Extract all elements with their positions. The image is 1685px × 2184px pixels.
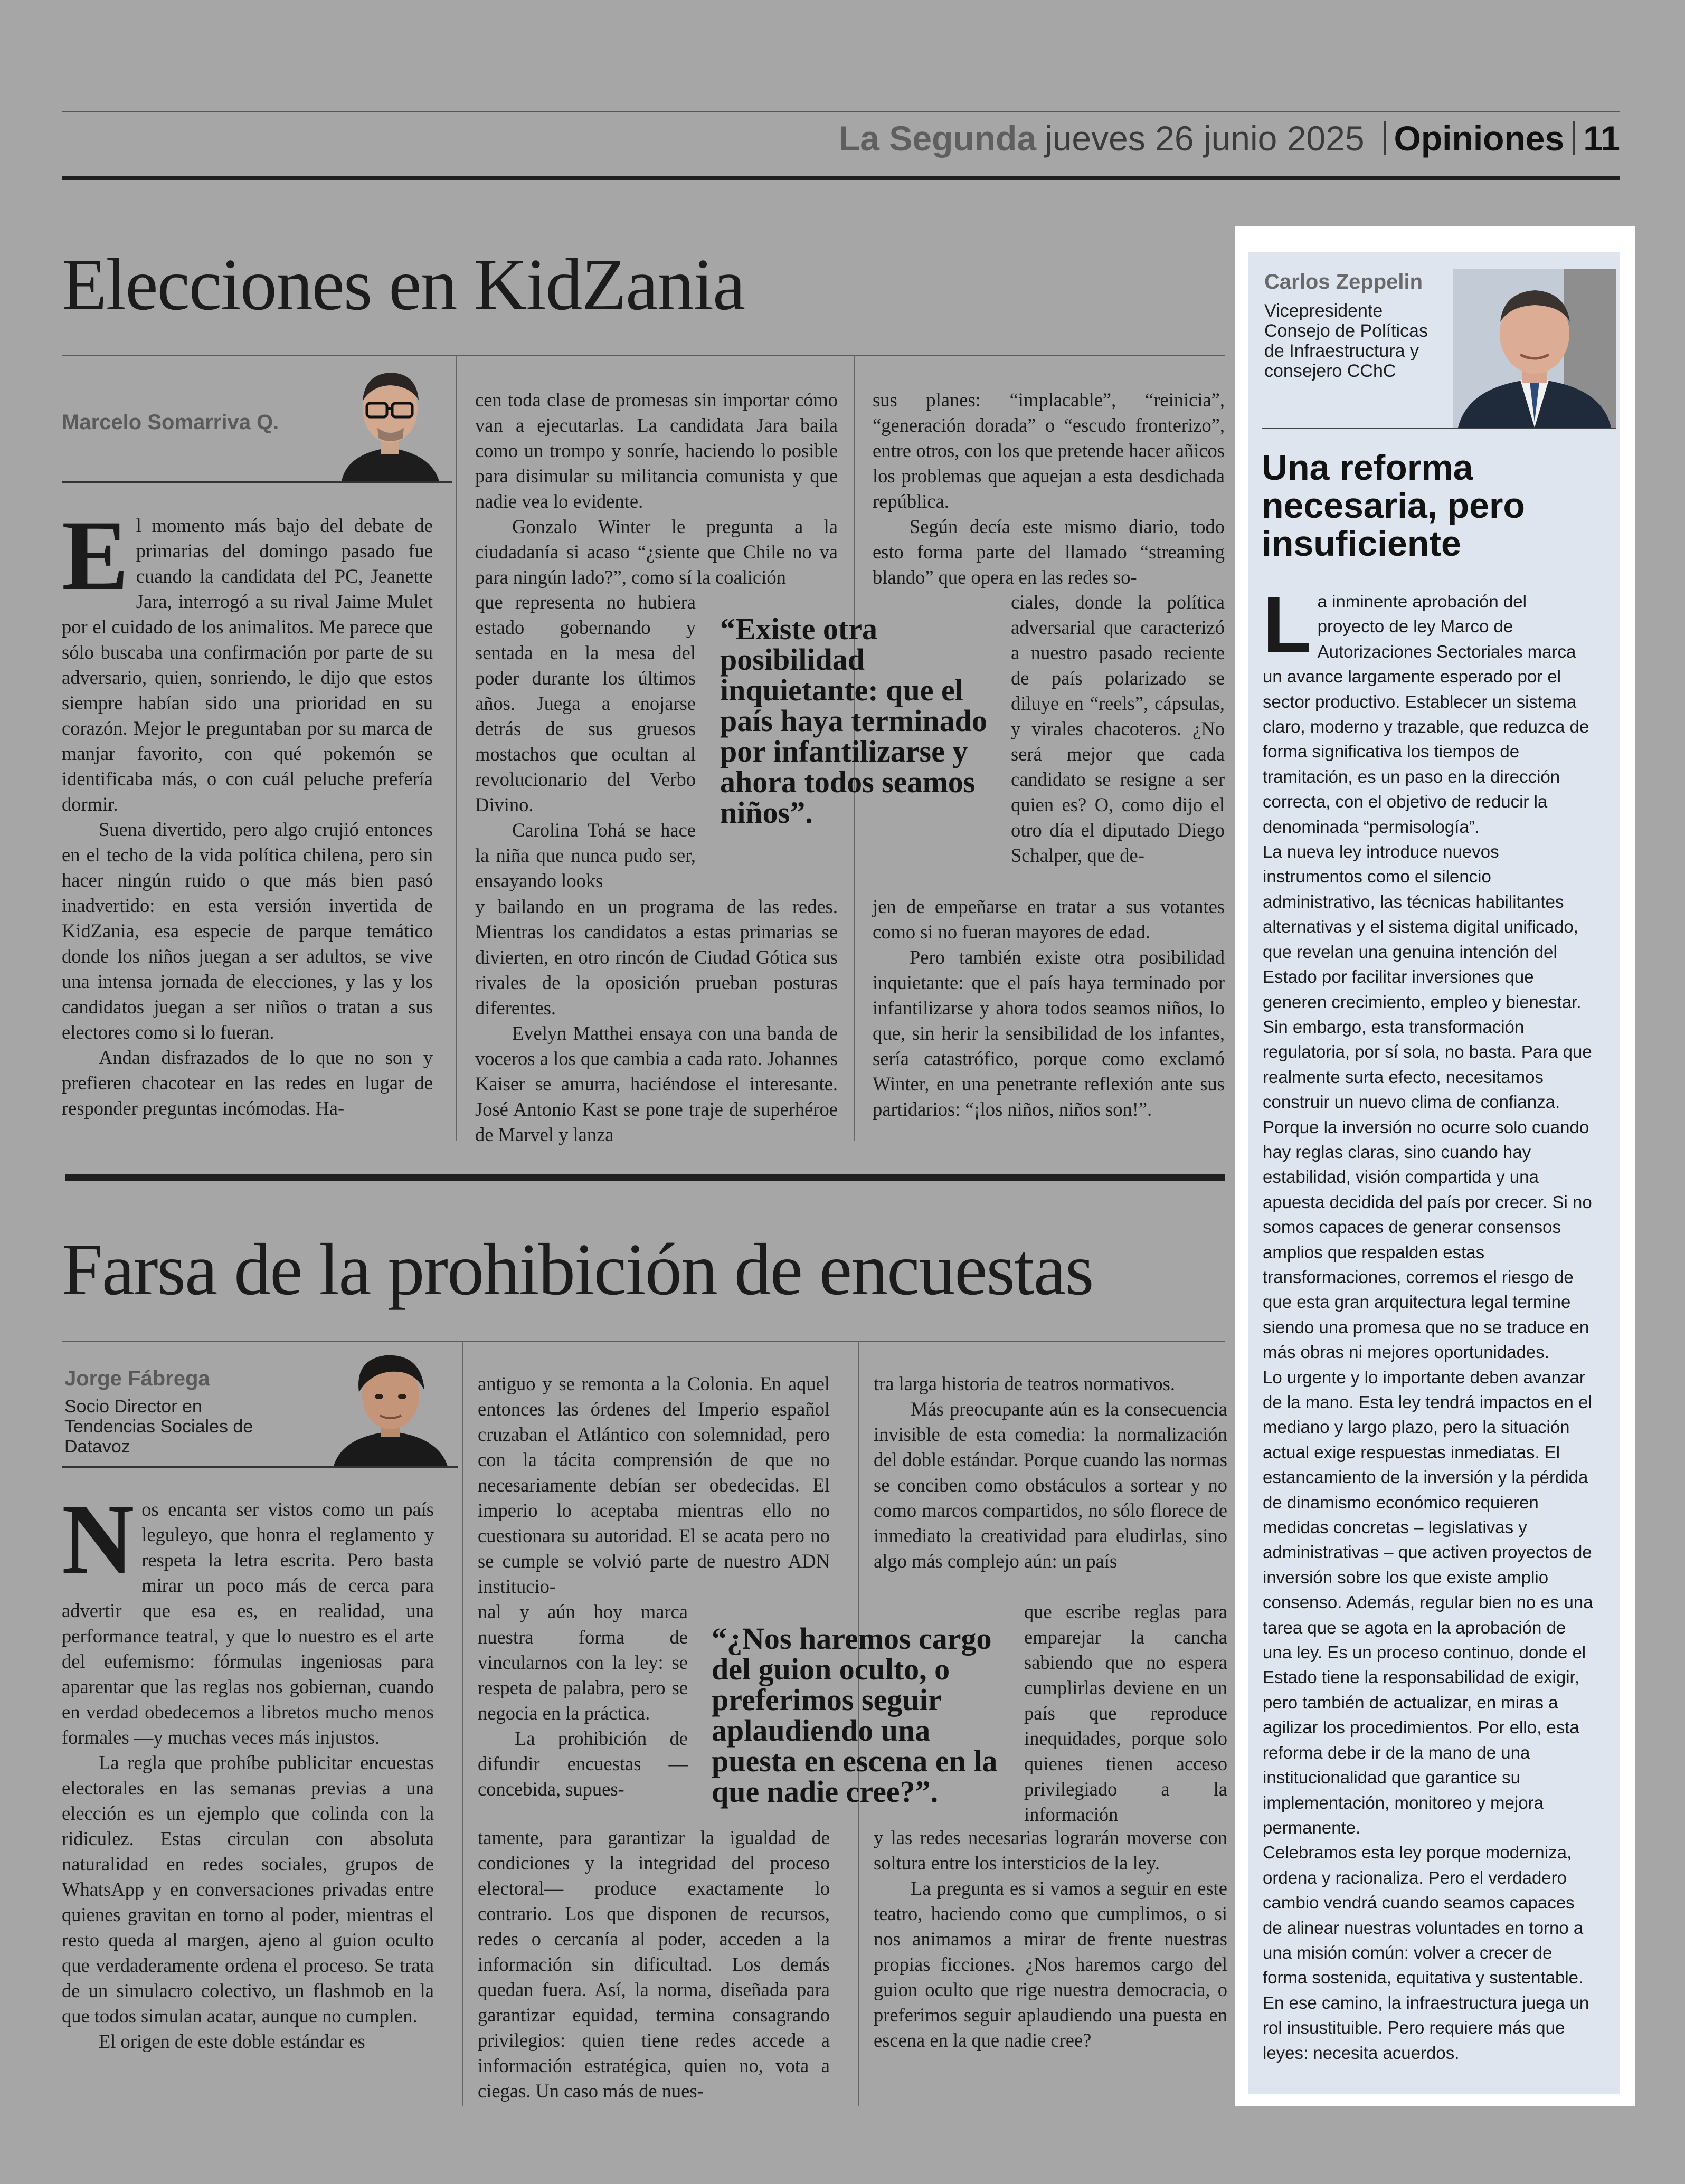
paragraph: cen toda clase de promesas sin importar cómo van a ejecutarlas. La candidata Jara baila como un trompo y sonríe, haciendo lo posible para disimular su militancia comunista y que nadie vea lo evidente.	[475, 389, 838, 512]
article2-column-2b	[478, 1599, 688, 1802]
article1-column-2b	[475, 590, 696, 894]
paragraph: Celebramos esta ley porque moderniza, ordena y racionaliza. Pero el verdadero cambio vendrá cuando seamos capaces de alinear nuestras voluntades en torno a una misión común: volver a crecer de forma sostenida, equitativa y sustentable. En ese camino, la infraestructura juega un rol insustituible. Pero requiere más que leyes: necesita acuerdos.	[1263, 1843, 1589, 2063]
paragraph: sus planes: “implacable”, “reinicia”, “generación dorada” o “escudo fronterizo”, entre otros, con los que pretende hacer añicos los problemas que aquejan a esta desdichada república.	[873, 389, 1225, 512]
sidebar-body	[1263, 580, 1595, 2065]
article1-column-3b	[1011, 590, 1225, 868]
article2-author-role: Socio Director en Tendencias Sociales de Datavoz	[64, 1397, 253, 1457]
article2-column-3c	[874, 1825, 1227, 2053]
paragraph: que escribe reglas para emparejar la cancha sabiendo que no espera cumplirlas deviene en un país que reproduce inequidades, porque solo quienes tienen acceso privilegiado a la información	[1024, 1601, 1227, 1825]
article2-column-3a	[874, 1371, 1227, 1574]
article1-headline-rule	[62, 355, 1225, 356]
sidebar-byline-rule	[1262, 428, 1616, 429]
paragraph: La regla que prohíbe publicitar encuestas electorales en las semanas previas a una elección es un ejemplo que colinda con la ridiculez. Estas circulan con absoluta naturalidad en redes sociales, grupos de WhatsApp y en conversaciones privadas entre quienes gravitan en torno al poder, mientras el resto queda al margen, ajeno al guion oculto que verdaderamente ordena el proceso. Se trata de un simulacro colectivo, un flashmob en la que todos simulan acatar, aunque no cumplen.	[62, 1752, 434, 2027]
paragraph: antiguo y se remonta a la Colonia. En aquel entonces las órdenes del Imperio español cruzaban el Atlántico con solemnidad, pero con la tácita comprensión de que no necesariamente debían ser obedecidas. El imperio lo aceptaba mientras ello no cuestionara su autoridad. El se acata pero no se cumple se volvió parte de nuestro ADN institucio-	[478, 1373, 830, 1597]
article2-column-1	[62, 1484, 434, 2054]
paragraph: que representa no hubiera estado gobernando y sentada en la mesa del poder durante los últimos años. Juega a enojarse detrás de sus gruesos mostachos que ocultan al revolucionario del Verbo Divino.	[475, 591, 696, 815]
paragraph: jen de empeñarse en tratar a sus votantes como si no fueran mayores de edad.	[873, 896, 1225, 943]
paragraph: La prohibición de difundir encuestas —concebida, supues-	[478, 1727, 688, 1800]
author-portrait-image	[326, 359, 452, 481]
section-name: Opiniones	[1394, 119, 1565, 158]
paragraph: La nueva ley introduce nuevos instrumentos como el silencio administrativo, las técnicas habilitantes alternativas y el sistema digital unificado, que revelan una genuina intención del Estado por facilitar inversiones que generen crecimiento, empleo y bienestar.	[1263, 842, 1582, 1012]
paragraph: La pregunta es si vamos a seguir en este teatro, haciendo como que cumplimos, o si nos animamos a mirar de frente nuestras propias ficciones. ¿Nos haremos cargo del guion oculto que rige nuestra democracia, o preferimos seguir aplaudiendo una puesta en escena en la que nadie cree?	[874, 1877, 1227, 2051]
paragraph: El origen de este doble estándar es	[99, 2030, 365, 2052]
paragraph: nal y aún hoy marca nuestra forma de vincularnos con la ley: se respeta de palabra, pero se negocia en la práctica.	[478, 1601, 688, 1724]
article2-column-3b	[1024, 1599, 1227, 1827]
article2-column-2c	[478, 1825, 830, 2104]
paragraph: os encanta ser vistos como un país leguleyo, que honra el reglamento y respeta la letra escrita. Pero basta mirar un poco más de cerca para advertir que esa es, en realidad, una performance teatral, y que lo nuestro es el arte del eufemismo: fórmulas ingeniosas para aparentar que las reglas nos gobiernan, cuando en verdad obedecemos a libretos mucho menos formales —y muchas veces más injustos.	[62, 1498, 434, 1748]
paragraph: y las redes necesarias lograrán moverse con soltura entre los intersticios de la ley.	[874, 1827, 1227, 1874]
paragraph: Sin embargo, esta transformación regulatoria, por sí sola, no basta. Para que realmente surta efecto, necesitamos construir un nuevo clima de confianza. Porque la inversión no ocurre solo cuando hay reglas claras, sino cuando hay estabilidad, visión compartida y una apuesta decidida del país por crecer. Si no somos capaces de generar consensos amplios que respalden estas transformaciones, corremos el riesgo de que esta gran arquitectura legal termine siendo una promesa que no se traduce en más obras ni mejores oportunidades.	[1263, 1017, 1592, 1362]
dropcap: L	[1263, 580, 1311, 669]
newspaper-name: La Segunda	[838, 119, 1037, 158]
sidebar-author-role: Vicepresidente Consejo de Políticas de Infraestructura y consejero CChC	[1264, 301, 1428, 381]
author-portrait-image	[1453, 269, 1616, 428]
article1-author-photo	[326, 359, 452, 481]
publication-date: jueves 26 junio 2025	[1045, 119, 1365, 158]
paragraph: a inminente aprobación del proyecto de ley Marco de Autorizaciones Sectoriales marca un avance largamente esperado por el sector productivo. Establecer un sistema claro, moderno y trazable, que reduzca de forma significativa los tiempos de tramitación, es un paso en la dirección correcta, con el objetivo de reducir la denominada “permisología”.	[1263, 592, 1589, 837]
sidebar-headline: Una reforma necesaria, pero insuficiente	[1262, 448, 1525, 564]
article1-column-2a	[475, 387, 838, 590]
article1-column-3c	[873, 894, 1225, 1122]
paragraph: tra larga historia de teatros normativos.	[874, 1373, 1175, 1394]
article2-author: Jorge Fábrega	[64, 1367, 210, 1390]
paragraph: Más preocupante aún es la consecuencia invisible de esta comedia: la normalización del doble estándar. Porque cuando las normas se conciben como obstáculos a sortear y no como marcos compartidos, no sólo florece de inmediato la creatividad para eludirlas, sino algo más complejo aún: un país	[874, 1398, 1227, 1572]
article1-pull-quote: “Existe otra posibilidad inquietante: que el país haya terminado por infantilizarse y ahora todos seamos niños”.	[720, 612, 987, 830]
article2-headline: Farsa de la prohibición de encuestas	[62, 1229, 1093, 1311]
paragraph: Suena divertido, pero algo crujió entonces en el techo de la vida política chilena, pero sin hacer ningún ruido o que más bien pasó inadvertido: en esta versión invertida de KidZania, esa especie de parque temático donde los niños juegan a ser adultos, se vive una intensa jornada de elecciones, y las y los candidatos juegan a ser niños o tratan a sus electores como si lo fueran.	[62, 819, 433, 1043]
paragraph: Gonzalo Winter le pregunta a la ciudadanía si acaso “¿siente que Chile no va para ningún lado?”, como sí la coalición	[475, 516, 838, 588]
paragraph: l momento más bajo del debate de primarias del domingo pasado fue cuando la candidata del PC, Jeanette Jara, interrogó a su rival Jaime Mulet por el cuidado de los animalitos. Me parece que sólo buscaba una confirmación por parte de su adversario, quien, sonriendo, le dijo que estos siempre habían sido una prioridad en su corazón. Mejor le preguntaban por su marca de manjar favorito, con qué pokemón se identificaba más, o con cuál peluche prefería dormir.	[62, 515, 433, 815]
header-separator	[1573, 121, 1575, 155]
article1-byline-rule	[62, 481, 452, 483]
author-portrait-image	[323, 1344, 458, 1466]
article1-column-3a	[873, 387, 1225, 590]
article-divider	[65, 1174, 1225, 1181]
article2-author-photo	[323, 1344, 458, 1466]
column-rule	[462, 1341, 463, 2106]
paragraph: Lo urgente y lo importante deben avanzar de la mano. Esta ley tendrá impactos en el mediano y largo plazo, pero la situación actual exige respuestas inmediatas. El estancamiento de la inversión y la pérdida de dinamismo económico requieren medidas concretas – legislativas y administrativas – que activen proyectos de inversión sobre los que existe amplio consenso. Además, regular bien no es una tarea que se agota en la aprobación de una ley. Es un proceso continuo, donde el Estado tiene la responsabilidad de exigir, pero también de actualizar, en miras a agilizar los procedimientos. Por ello, esta reforma debe ir de la mano de una institucionalidad que garantice su implementación, monitoreo y mejora permanente.	[1263, 1367, 1593, 1837]
column-rule	[456, 355, 457, 1141]
paragraph: y bailando en un programa de las redes. Mientras los candidatos a estas primarias se divierten, en otro rincón de Ciudad Gótica sus rivales de la oposición prueban posturas diferentes.	[475, 896, 838, 1019]
sidebar-author: Carlos Zeppelin	[1264, 270, 1423, 293]
paragraph: Evelyn Matthei ensaya con una banda de voceros a los que cambia a cada rato. Johannes Kaiser se amurra, haciéndose el interesante. José Antonio Kast se pone traje de superhéroe de Marvel y lanza	[475, 1022, 838, 1145]
sidebar-author-photo	[1453, 269, 1616, 428]
article2-byline-rule	[62, 1466, 458, 1468]
paragraph: Según decía este mismo diario, todo esto forma parte del llamado “streaming blando” que opera en las redes so-	[873, 516, 1225, 588]
page-number: 11	[1583, 119, 1620, 158]
header-text	[839, 118, 1620, 158]
article1-column-2c	[475, 894, 838, 1147]
paragraph: tamente, para garantizar la igualdad de condiciones y la integridad del proceso electoral— produce exactamente lo contrario. Los que disponen de recursos, redes o cercanía al poder, acceden a la información sin dificultad. Los demás quedan fuera. Así, la norma, diseñada para garantizar equidad, termina consagrando privilegios: quien tiene redes accede a información estratégica, quien no, vota a ciegas. Un caso más de nues-	[478, 1827, 830, 2102]
paragraph: Carolina Tohá se hace la niña que nunca pudo ser, ensayando looks	[475, 819, 696, 891]
page-header	[62, 111, 1620, 179]
header-separator	[1384, 121, 1386, 155]
article2-pull-quote: “¿Nos haremos cargo del guion oculto, o preferimos seguir aplaudiendo una puesta en escena en la que nadie cree?”.	[712, 1621, 998, 1809]
dropcap: E	[62, 500, 129, 611]
dropcap: N	[62, 1484, 135, 1595]
paragraph: Andan disfrazados de lo que no son y prefieren chacotear en las redes en lugar de responder preguntas incómodas. Ha-	[62, 1047, 433, 1119]
article1-column-1	[62, 500, 433, 1121]
paragraph: ciales, donde la política adversarial que caracterizó a nuestro pasado reciente de país polarizado se diluye en “reels”, cápsulas, y virales chacoteros. ¿No será mejor que cada candidato se resigne a ser quien es? O, como dijo el otro día el diputado Diego Schalper, que de-	[1011, 591, 1225, 866]
paragraph: Pero también existe otra posibilidad inquietante: que el país haya terminado por infantilizarse y ahora todos seamos niños, lo que, sin herir la sensibilidad de los infantes, sería catastrófico, porque como exclamó Winter, en una penetrante reflexión ante sus partidarios: “¡los niños, niños son!”.	[873, 946, 1225, 1120]
header-bottom-rule	[62, 176, 1620, 180]
article2-column-2a	[478, 1371, 830, 1599]
article1-author: Marcelo Somarriva Q.	[62, 411, 279, 434]
article1-headline: Elecciones en KidZania	[62, 244, 745, 326]
article2-headline-rule	[62, 1341, 1225, 1342]
